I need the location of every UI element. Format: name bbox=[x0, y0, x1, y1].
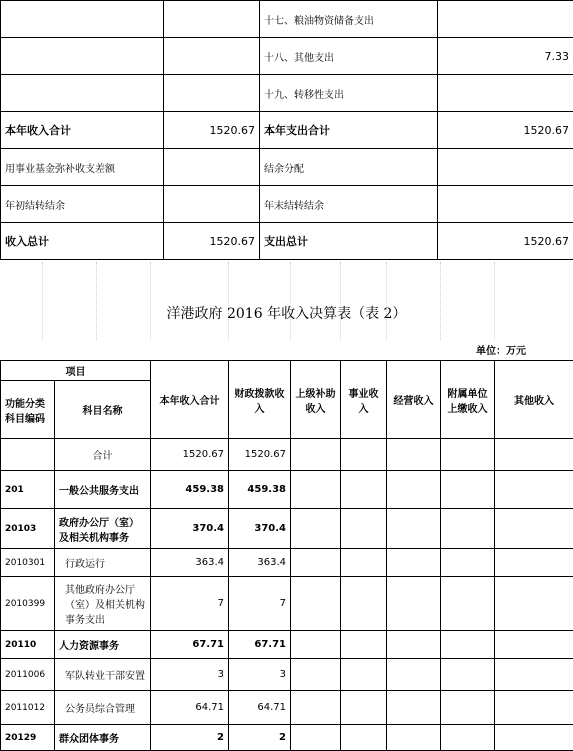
unit-label: 单位：万元 bbox=[476, 342, 526, 357]
revenue-table bbox=[0, 360, 573, 751]
summary-l-label: 收入总计 bbox=[1, 223, 164, 260]
cell-total: 459.38 bbox=[151, 471, 229, 509]
summary-row bbox=[1, 75, 573, 112]
cell-empty bbox=[441, 725, 495, 751]
cell-code: 2011006 bbox=[1, 659, 55, 691]
summary-r-value bbox=[438, 1, 573, 38]
summary-l-value bbox=[164, 38, 260, 75]
header-fiscal: 财政拨款收入 bbox=[229, 361, 291, 439]
table-row bbox=[1, 439, 573, 471]
cell-empty bbox=[291, 631, 341, 659]
cell-code: 20103 bbox=[1, 509, 55, 549]
cell-empty bbox=[341, 691, 387, 725]
summary-r-value bbox=[438, 149, 573, 186]
summary-table bbox=[0, 0, 573, 260]
cell-total: 2 bbox=[151, 725, 229, 751]
cell-empty bbox=[341, 725, 387, 751]
cell-empty bbox=[441, 471, 495, 509]
cell-code bbox=[1, 439, 55, 471]
summary-r-label: 支出总计 bbox=[260, 223, 438, 260]
table-row bbox=[1, 471, 573, 509]
cell-empty bbox=[495, 509, 573, 549]
cell-fiscal: 1520.67 bbox=[229, 439, 291, 471]
cell-empty bbox=[291, 725, 341, 751]
cell-empty bbox=[341, 577, 387, 631]
header-name: 科目名称 bbox=[55, 381, 151, 439]
cell-empty bbox=[441, 549, 495, 577]
cell-name: 行政运行 bbox=[55, 549, 151, 577]
summary-row bbox=[1, 1, 573, 38]
cell-total: 3 bbox=[151, 659, 229, 691]
summary-l-value bbox=[164, 149, 260, 186]
summary-r-value bbox=[438, 75, 573, 112]
cell-name: 一般公共服务支出 bbox=[55, 471, 151, 509]
cell-empty bbox=[341, 631, 387, 659]
report-title: 洋港政府 2016 年收入决算表（表 2） bbox=[0, 303, 573, 323]
cell-name: 公务员综合管理 bbox=[55, 691, 151, 725]
summary-r-value: 7.33 bbox=[438, 38, 573, 75]
cell-empty bbox=[387, 577, 441, 631]
cell-total: 64.71 bbox=[151, 691, 229, 725]
table-row bbox=[1, 509, 573, 549]
cell-total: 370.4 bbox=[151, 509, 229, 549]
summary-l-label bbox=[1, 38, 164, 75]
table-row bbox=[1, 631, 573, 659]
summary-r-label: 十七、粮油物资储备支出 bbox=[260, 1, 438, 38]
cell-fiscal: 370.4 bbox=[229, 509, 291, 549]
summary-r-label: 年末结转结余 bbox=[260, 186, 438, 223]
table-row bbox=[1, 659, 573, 691]
cell-empty bbox=[387, 439, 441, 471]
summary-r-label: 十九、转移性支出 bbox=[260, 75, 438, 112]
cell-code: 20129 bbox=[1, 725, 55, 751]
summary-l-label: 本年收入合计 bbox=[1, 112, 164, 149]
summary-row bbox=[1, 186, 573, 223]
cell-empty bbox=[387, 725, 441, 751]
table-row bbox=[1, 725, 573, 751]
cell-empty bbox=[291, 509, 341, 549]
cell-empty bbox=[495, 439, 573, 471]
header-affiliated: 附属单位上缴收入 bbox=[441, 361, 495, 439]
cell-fiscal: 67.71 bbox=[229, 631, 291, 659]
summary-r-value bbox=[438, 186, 573, 223]
table-row bbox=[1, 549, 573, 577]
cell-total: 363.4 bbox=[151, 549, 229, 577]
cell-empty bbox=[341, 659, 387, 691]
cell-empty bbox=[291, 577, 341, 631]
header-item: 项目 bbox=[1, 361, 151, 381]
header-total: 本年收入合计 bbox=[151, 361, 229, 439]
cell-empty bbox=[387, 471, 441, 509]
cell-code: 2011012 bbox=[1, 691, 55, 725]
summary-row bbox=[1, 149, 573, 186]
summary-l-value bbox=[164, 75, 260, 112]
cell-name: 群众团体事务 bbox=[55, 725, 151, 751]
table-row bbox=[1, 577, 573, 631]
summary-l-value: 1520.67 bbox=[164, 223, 260, 260]
cell-empty bbox=[441, 509, 495, 549]
summary-l-label: 年初结转结余 bbox=[1, 186, 164, 223]
cell-total: 1520.67 bbox=[151, 439, 229, 471]
cell-code: 2010399 bbox=[1, 577, 55, 631]
cell-name: 人力资源事务 bbox=[55, 631, 151, 659]
header-other: 其他收入 bbox=[495, 361, 573, 439]
cell-empty bbox=[387, 509, 441, 549]
cell-fiscal: 7 bbox=[229, 577, 291, 631]
summary-l-value bbox=[164, 1, 260, 38]
cell-empty bbox=[341, 471, 387, 509]
cell-empty bbox=[291, 691, 341, 725]
summary-l-label bbox=[1, 75, 164, 112]
cell-fiscal: 2 bbox=[229, 725, 291, 751]
summary-row bbox=[1, 223, 573, 260]
cell-empty bbox=[495, 659, 573, 691]
cell-total: 7 bbox=[151, 577, 229, 631]
cell-total: 67.71 bbox=[151, 631, 229, 659]
cell-empty bbox=[495, 549, 573, 577]
cell-name: 军队转业干部安置 bbox=[55, 659, 151, 691]
cell-empty bbox=[341, 439, 387, 471]
summary-r-label: 结余分配 bbox=[260, 149, 438, 186]
cell-name: 政府办公厅（室）及相关机构事务 bbox=[55, 509, 151, 549]
cell-empty bbox=[495, 577, 573, 631]
cell-fiscal: 459.38 bbox=[229, 471, 291, 509]
cell-code: 201 bbox=[1, 471, 55, 509]
cell-empty bbox=[291, 549, 341, 577]
cell-fiscal: 3 bbox=[229, 659, 291, 691]
cell-fiscal: 363.4 bbox=[229, 549, 291, 577]
cell-empty bbox=[387, 549, 441, 577]
header-career: 事业收入 bbox=[341, 361, 387, 439]
cell-code: 2010301 bbox=[1, 549, 55, 577]
cell-empty bbox=[441, 659, 495, 691]
summary-row bbox=[1, 112, 573, 149]
summary-l-value: 1520.67 bbox=[164, 112, 260, 149]
cell-empty bbox=[441, 691, 495, 725]
cell-empty bbox=[291, 439, 341, 471]
summary-r-value: 1520.67 bbox=[438, 223, 573, 260]
header-business: 经营收入 bbox=[387, 361, 441, 439]
cell-code: 20110 bbox=[1, 631, 55, 659]
header-upper: 上级补助收入 bbox=[291, 361, 341, 439]
summary-r-value: 1520.67 bbox=[438, 112, 573, 149]
summary-r-label: 十八、其他支出 bbox=[260, 38, 438, 75]
summary-l-label bbox=[1, 1, 164, 38]
header-code: 功能分类科目编码 bbox=[1, 381, 55, 439]
table-row bbox=[1, 691, 573, 725]
cell-empty bbox=[495, 725, 573, 751]
cell-empty bbox=[387, 691, 441, 725]
cell-name: 其他政府办公厅（室）及相关机构事务支出 bbox=[55, 577, 151, 631]
cell-empty bbox=[495, 691, 573, 725]
cell-empty bbox=[495, 631, 573, 659]
summary-l-label: 用事业基金弥补收支差额 bbox=[1, 149, 164, 186]
summary-l-value bbox=[164, 186, 260, 223]
cell-empty bbox=[341, 549, 387, 577]
summary-r-label: 本年支出合计 bbox=[260, 112, 438, 149]
cell-fiscal: 64.71 bbox=[229, 691, 291, 725]
cell-empty bbox=[495, 471, 573, 509]
cell-name: 合计 bbox=[55, 439, 151, 471]
cell-empty bbox=[291, 471, 341, 509]
cell-empty bbox=[387, 631, 441, 659]
cell-empty bbox=[441, 439, 495, 471]
summary-row bbox=[1, 38, 573, 75]
cell-empty bbox=[441, 631, 495, 659]
cell-empty bbox=[341, 509, 387, 549]
cell-empty bbox=[441, 577, 495, 631]
cell-empty bbox=[291, 659, 341, 691]
cell-empty bbox=[387, 659, 441, 691]
